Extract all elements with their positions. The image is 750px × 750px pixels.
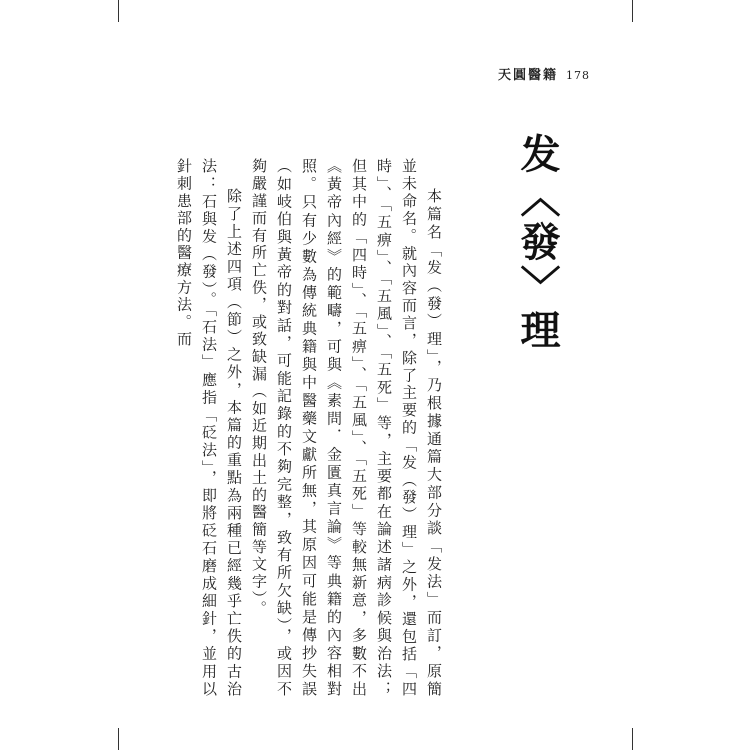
running-header xyxy=(498,64,618,83)
paragraph: 本篇名「发（發）理」，乃根據通篇大部分談「发法」而訂，原簡並未命名。就內容而言，除了主要的「发（發）理」之外，還包括「四時」、「五痹」、「五風」、「五死」等，主要都在論述諸病診候與治法；但其中的「四時」、「五痹」、「五風」、「五死」等較無新意，多數不出《黃帝內經》的範疇，可與《素問．金匱真言論》等典籍的內容相對照。只有少數為傳統典籍與中醫藥文獻所無，其原因可能是傳抄失誤（如岐伯與黃帝的對話，可能記錄的不夠完整，致有所欠缺），或因不夠嚴謹而有所亡佚，或致缺漏（如近期出土的醫簡等文字）。 xyxy=(250,158,443,698)
crop-mark-bottom-left xyxy=(118,728,119,750)
paragraph: 除了上述四項（節）之外，本篇的重點為兩種已經幾乎亡佚的古治法：石與发（發）。「石法」應指「砭法」，即將砭石磨成細針，並用以針刺患部的醫療方法。而 xyxy=(175,158,243,698)
book-title: 天圓醫籍 xyxy=(498,68,559,83)
chapter-title: 发〈發〉理 xyxy=(514,133,561,353)
page-number: 178 xyxy=(566,69,591,82)
crop-mark-top-right xyxy=(632,0,633,22)
body-text xyxy=(175,158,446,698)
crop-mark-top-left xyxy=(118,0,119,22)
crop-mark-bottom-right xyxy=(632,728,633,750)
